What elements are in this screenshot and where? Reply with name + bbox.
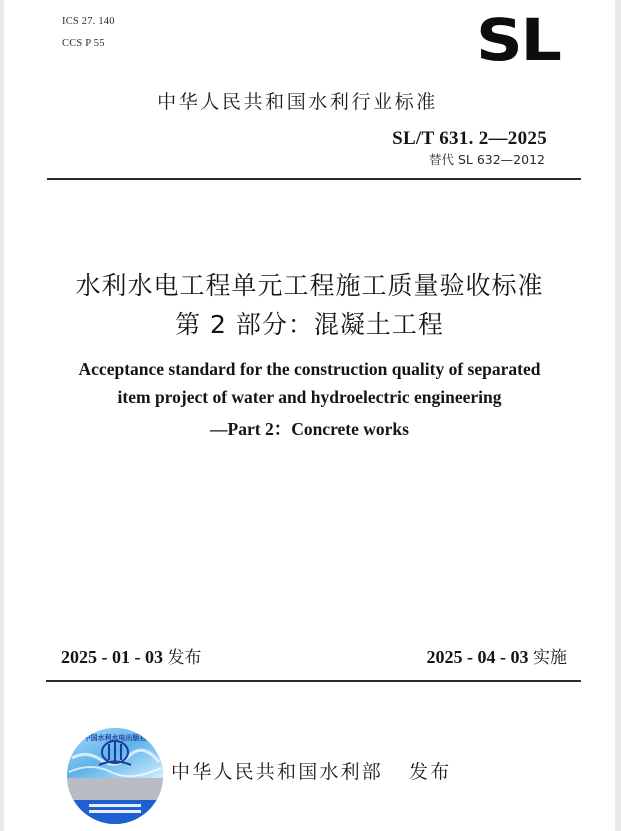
bottom-divider xyxy=(46,680,581,682)
effective-date-label: 实施 xyxy=(533,648,567,668)
effective-date xyxy=(427,643,568,668)
standard-cover-page xyxy=(4,0,615,831)
title-en-line3: —Part 2：Concrete works xyxy=(210,419,409,439)
issue-date-value: 2025 - 01 - 03 xyxy=(61,647,163,667)
issue-date-label: 发布 xyxy=(167,648,202,668)
sl-logo: SL xyxy=(476,6,560,74)
issuer-label: 发布 xyxy=(409,761,452,783)
ccs-code: CCS P 55 xyxy=(62,38,105,49)
ics-code: ICS 27. 140 xyxy=(62,16,115,27)
anti-counterfeit-hologram-icon xyxy=(67,728,163,824)
effective-date-value: 2025 - 04 - 03 xyxy=(426,647,529,667)
standard-number: SL/T 631. 2—2025 xyxy=(392,128,547,149)
title-en-line2: item project of water and hydroelectric engineering xyxy=(117,387,502,407)
title-cn-line2: 第 2 部分：混凝土工程 xyxy=(175,310,444,339)
title-en-line1: Acceptance standard for the construction quality of separated xyxy=(78,359,541,379)
title-cn-line1: 水利水电工程单元工程施工质量验收标准 xyxy=(75,271,544,300)
issue-date xyxy=(61,643,202,668)
issuer xyxy=(171,757,451,784)
industry-standard-title: 中华人民共和国水利行业标准 xyxy=(157,91,438,113)
svg-text:中国水利水电出版社: 中国水利水电出版社 xyxy=(83,734,147,742)
replaces-standard: 替代 SL 632—2012 xyxy=(428,152,545,167)
top-divider xyxy=(47,178,581,180)
issuer-name: 中华人民共和国水利部 xyxy=(171,761,384,783)
